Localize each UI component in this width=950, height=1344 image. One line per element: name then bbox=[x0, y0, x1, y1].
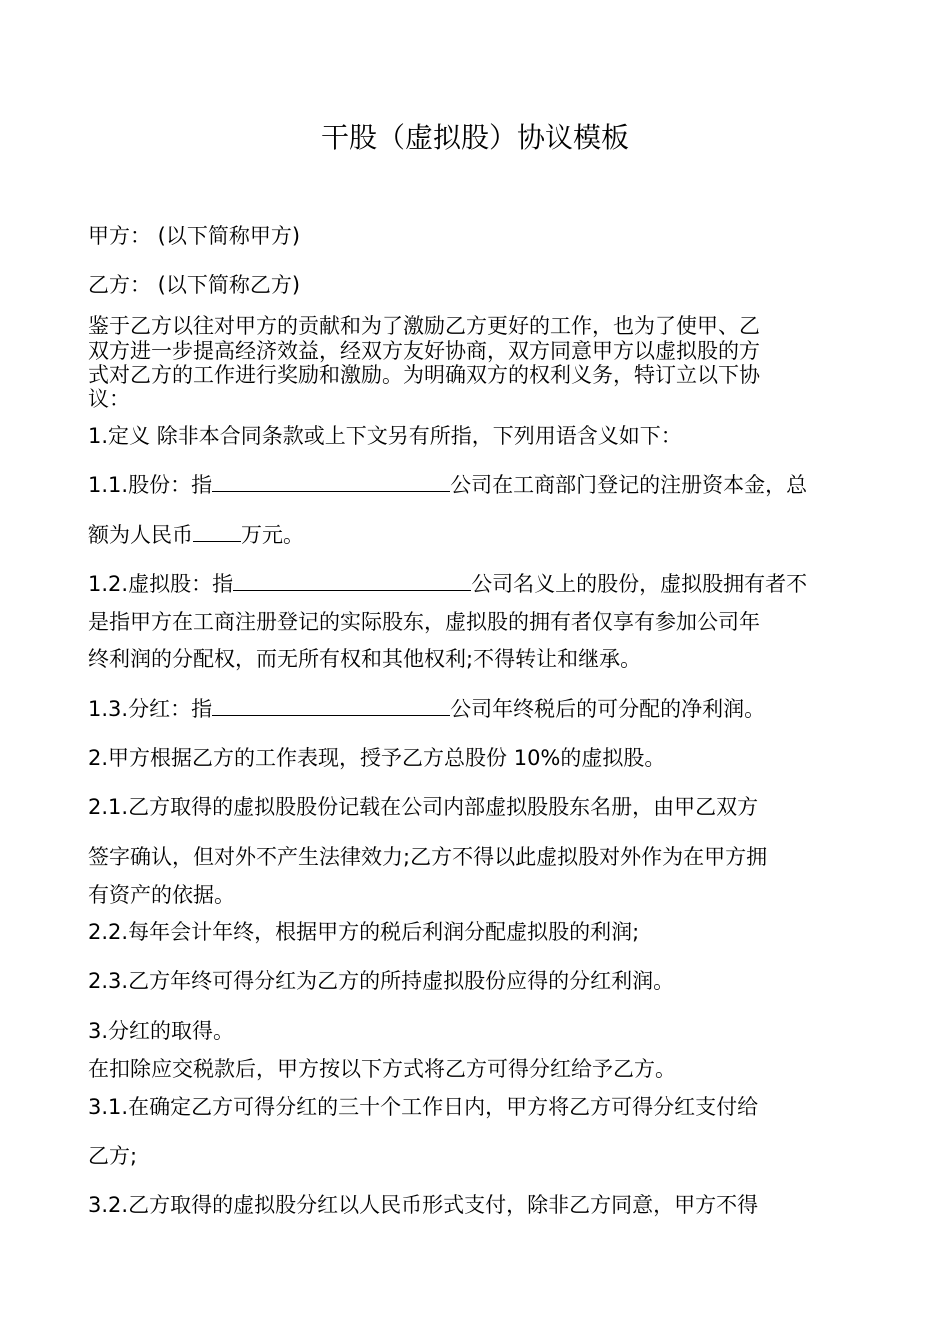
document-title: 干股（虚拟股）协议模板 bbox=[320, 121, 629, 154]
clause-1-3-prefix: 1.3.分红：指 bbox=[88, 697, 213, 721]
clause-2-1-line-1: 2.1.乙方取得的虚拟股股份记载在公司内部虚拟股股东名册，由甲乙双方 bbox=[88, 795, 759, 819]
clause-1-1-line-1 bbox=[88, 470, 868, 500]
clause-2-2-line: 2.2.每年会计年终，根据甲方的税后利润分配虚拟股的利润; bbox=[88, 920, 640, 944]
party-a-line: 甲方： (以下简称甲方) bbox=[88, 224, 301, 248]
clause-3-intro: 在扣除应交税款后，甲方按以下方式将乙方可得分红给予乙方。 bbox=[88, 1057, 676, 1081]
clause-2-heading: 2.甲方根据乙方的工作表现，授予乙方总股份 10%的虚拟股。 bbox=[88, 746, 666, 770]
company-name-blank bbox=[233, 572, 471, 591]
preamble-line-1: 鉴于乙方以往对甲方的贡献和为了激励乙方更好的工作，也为了使甲、乙 bbox=[88, 314, 760, 338]
clause-1-1-amount-suffix: 万元。 bbox=[241, 523, 304, 547]
clause-1-2-prefix: 1.2.虚拟股：指 bbox=[88, 572, 234, 596]
clause-1-1-line-2 bbox=[88, 520, 868, 550]
clause-1-2-suffix: 公司名义上的股份，虚拟股拥有者不 bbox=[471, 572, 808, 596]
clause-3-2-line-1: 3.2.乙方取得的虚拟股分红以人民币形式支付，除非乙方同意，甲方不得 bbox=[88, 1193, 759, 1217]
amount-blank bbox=[193, 523, 241, 542]
clause-1-2-line-3: 终利润的分配权，而无所有权和其他权利;不得转让和继承。 bbox=[88, 647, 642, 671]
clause-1-1-suffix: 公司在工商部门登记的注册资本金，总 bbox=[450, 473, 808, 497]
clause-2-1-line-3: 有资产的依据。 bbox=[88, 883, 235, 907]
clause-2-3-line: 2.3.乙方年终可得分红为乙方的所持虚拟股份应得的分红利润。 bbox=[88, 969, 675, 993]
preamble-line-2: 双方进一步提高经济效益，经双方友好协商，双方同意甲方以虚拟股的方 bbox=[88, 339, 760, 363]
preamble-line-3: 式对乙方的工作进行奖励和激励。为明确双方的权利义务，特订立以下协 bbox=[88, 363, 760, 387]
party-b-line: 乙方： (以下简称乙方) bbox=[88, 273, 301, 297]
clause-3-heading: 3.分红的取得。 bbox=[88, 1019, 235, 1043]
preamble-line-4: 议： bbox=[88, 387, 130, 411]
clause-1-2-line-1 bbox=[88, 569, 868, 599]
clause-1-3-line bbox=[88, 694, 868, 724]
clause-2-1-line-2: 签字确认，但对外不产生法律效力;乙方不得以此虚拟股对外作为在甲方拥 bbox=[88, 845, 768, 869]
clause-1-heading: 1.定义 除非本合同条款或上下文另有所指，下列用语含义如下： bbox=[88, 424, 682, 448]
clause-3-1-line-2: 乙方; bbox=[88, 1144, 138, 1168]
clause-1-1-prefix: 1.1.股份：指 bbox=[88, 473, 213, 497]
company-name-blank bbox=[212, 697, 450, 716]
clause-1-2-line-2: 是指甲方在工商注册登记的实际股东，虚拟股的拥有者仅享有参加公司年 bbox=[88, 610, 760, 634]
clause-1-1-amount-prefix: 额为人民币 bbox=[88, 523, 193, 547]
clause-1-3-suffix: 公司年终税后的可分配的净利润。 bbox=[450, 697, 766, 721]
clause-3-1-line-1: 3.1.在确定乙方可得分红的三十个工作日内，甲方将乙方可得分红支付给 bbox=[88, 1095, 759, 1119]
company-name-blank bbox=[212, 473, 450, 492]
